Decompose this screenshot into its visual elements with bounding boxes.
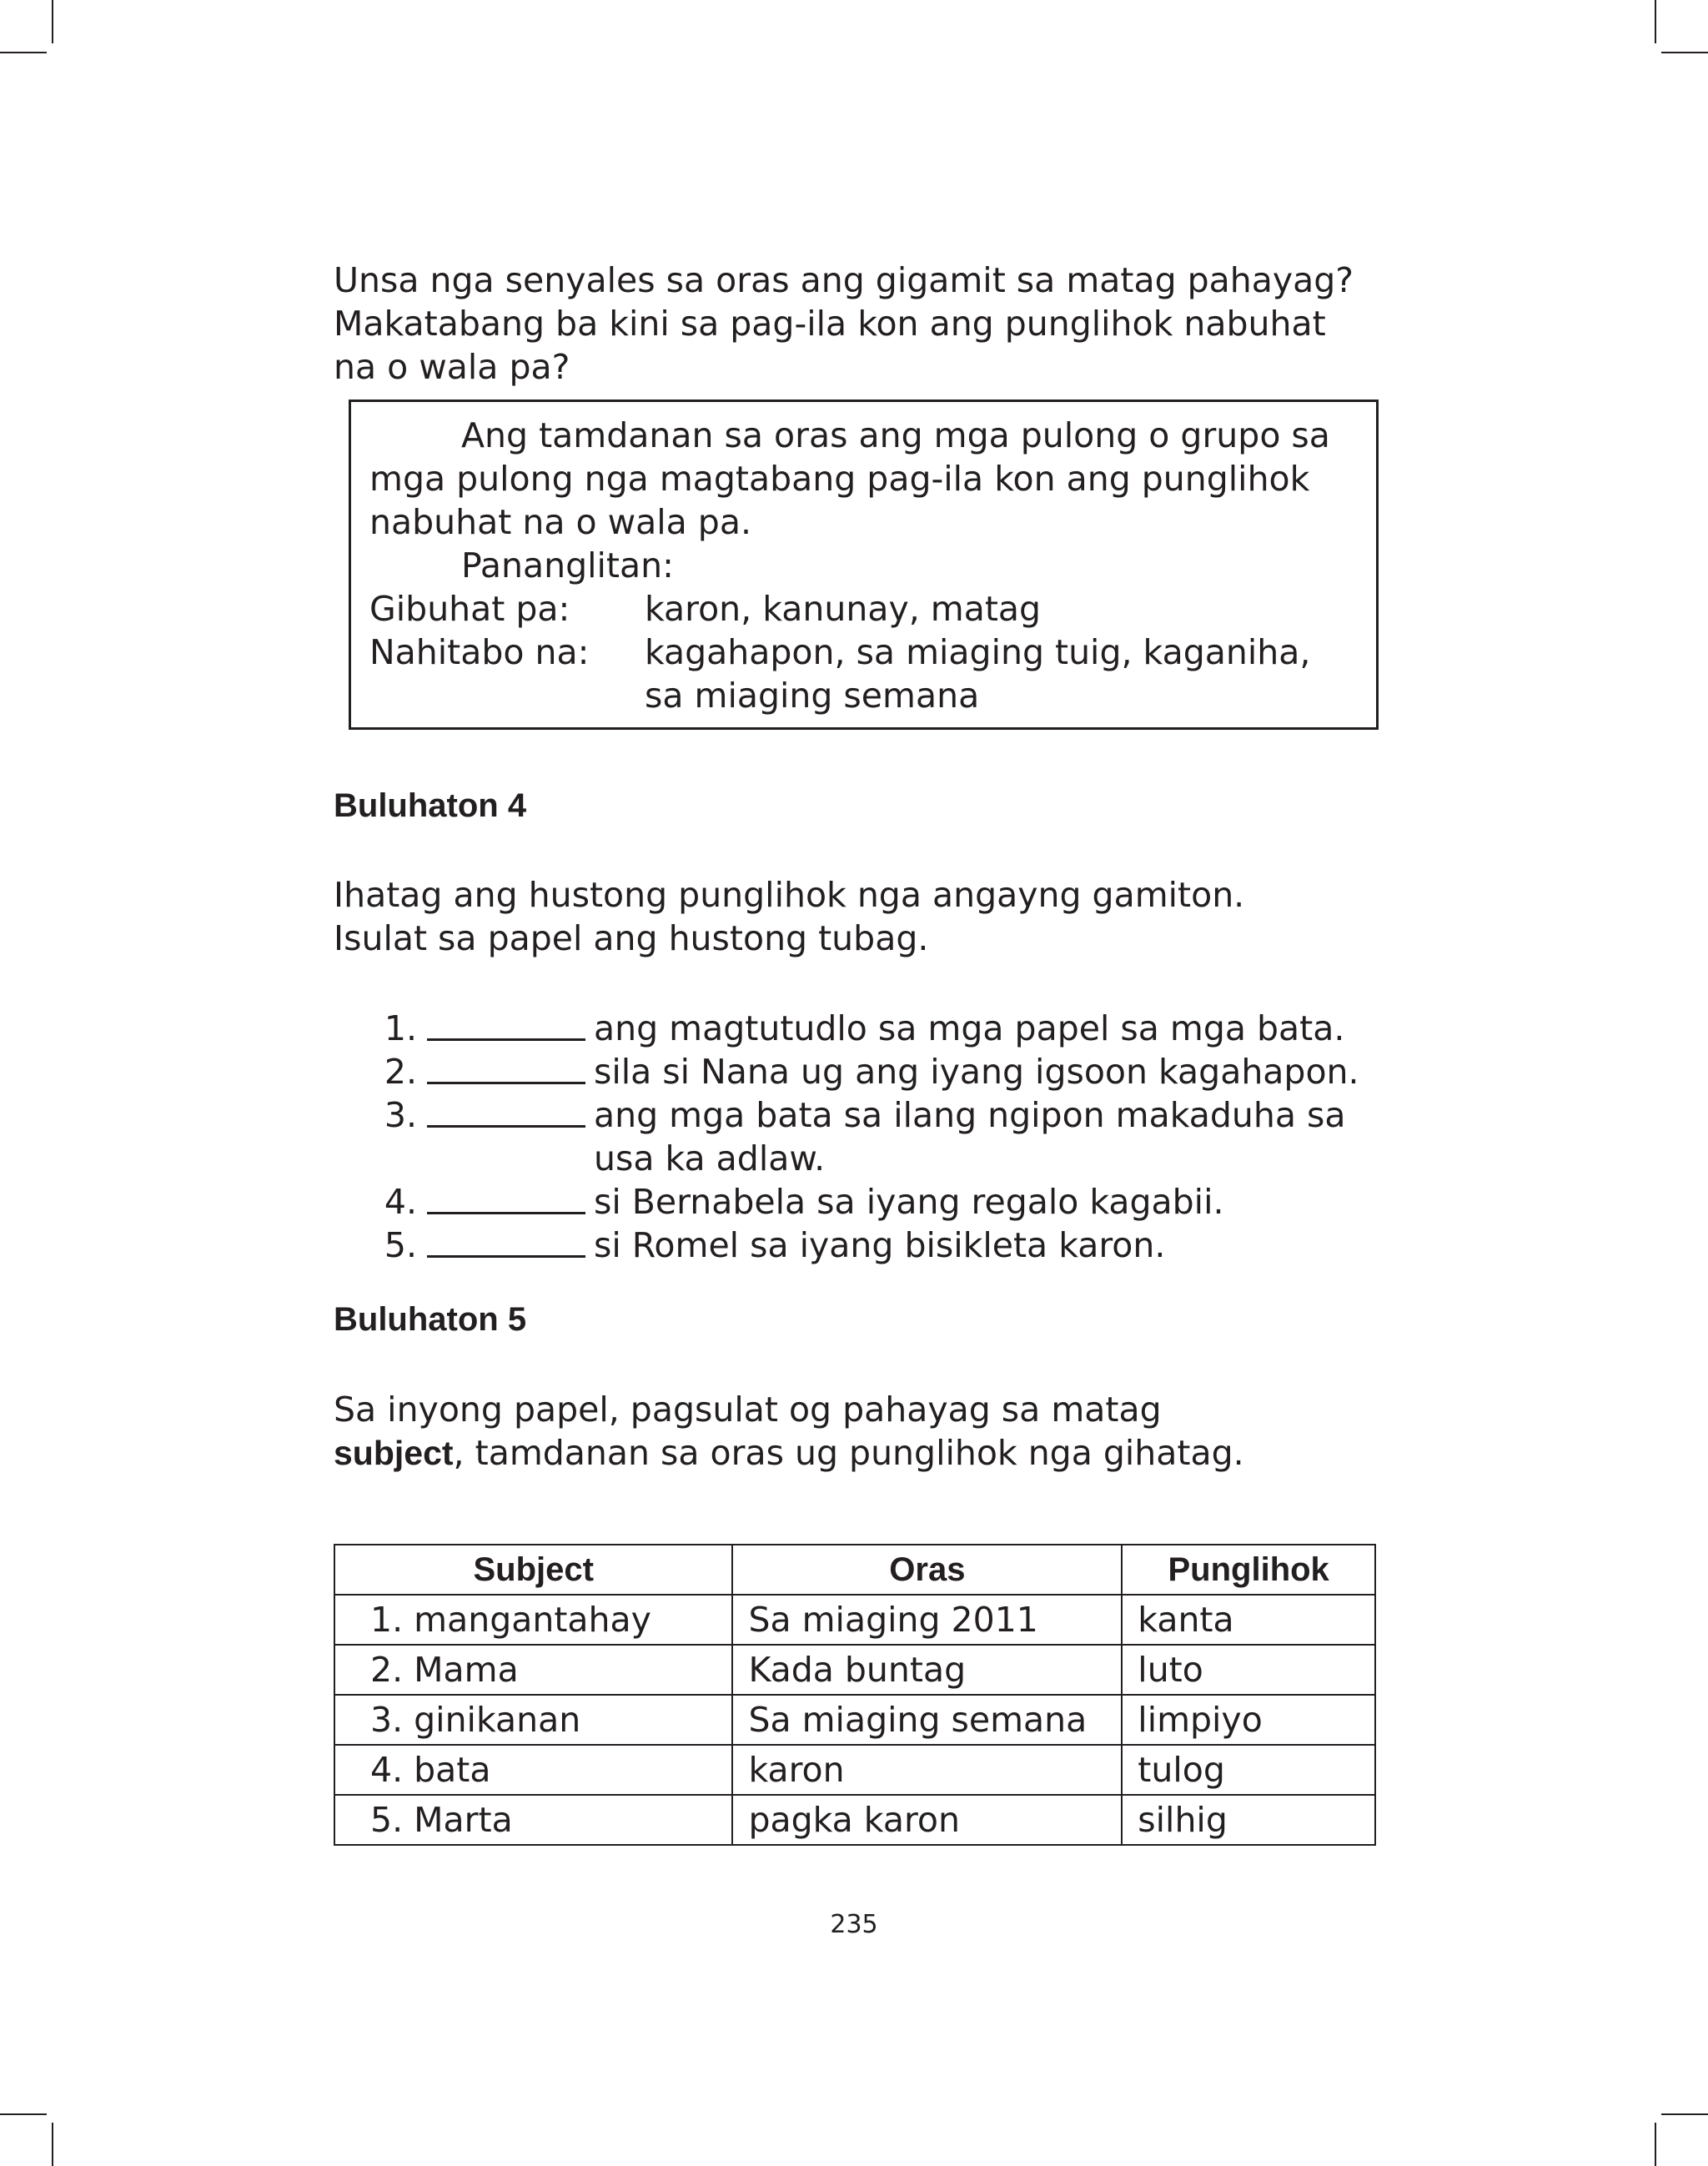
example-row (369, 587, 1358, 631)
table-cell: Kada buntag (732, 1645, 1122, 1695)
column-header: Punglihok (1122, 1545, 1375, 1595)
table-cell: kanta (1122, 1595, 1375, 1645)
table-row (334, 1695, 1375, 1745)
item-text: ang magtutudlo sa mga papel sa mga bata. (594, 1008, 1345, 1048)
crop-mark (52, 0, 53, 43)
intro-line: na o wala pa? (334, 347, 570, 387)
answer-blank[interactable] (427, 1093, 585, 1128)
column-header: Oras (732, 1545, 1122, 1595)
crop-mark (1655, 2123, 1656, 2166)
table-row (334, 1745, 1375, 1795)
task5-heading: Buluhaton 5 (334, 1301, 527, 1338)
intro-line: Makatabang ba kini sa pag-ila kon ang punglihok nabuhat (334, 304, 1326, 344)
item-text-line: ang mga bata sa ilang ngipon makaduha sa (594, 1095, 1346, 1135)
task4-instructions (334, 873, 1244, 960)
column-header: Subject (334, 1545, 732, 1595)
table-cell: 1. mangantahay (334, 1595, 732, 1645)
example-words: sa miaging semana (645, 676, 980, 716)
item-text (594, 1093, 1386, 1180)
subject-table (334, 1544, 1376, 1846)
definition-line: nabuhat na o wala pa. (369, 502, 751, 542)
page-number: 235 (830, 1910, 878, 1939)
list-item (375, 1224, 1386, 1267)
instruction-line (334, 1431, 1244, 1475)
definition-line: Ang tamdanan sa oras ang mga pulong o grupo sa (461, 415, 1330, 455)
item-number: 4. (384, 1182, 417, 1222)
task4-item-list (375, 1007, 1386, 1267)
item-text: si Bernabela sa iyang regalo kagabii. (594, 1182, 1224, 1222)
table-cell: silhig (1122, 1795, 1375, 1845)
instruction-bold-word: subject (334, 1434, 454, 1472)
crop-mark (1661, 52, 1708, 53)
list-item (375, 1180, 1386, 1224)
example-words: kagahapon, sa miaging tuig, kaganiha, (645, 632, 1311, 672)
answer-blank[interactable] (427, 1050, 585, 1084)
example-row (369, 674, 1358, 717)
answer-blank[interactable] (427, 1180, 585, 1214)
table-row (334, 1645, 1375, 1695)
item-text: sila si Nana ug ang iyang igsoon kagahapon. (594, 1052, 1359, 1092)
task4-heading: Buluhaton 4 (334, 787, 527, 824)
crop-mark (0, 52, 47, 53)
list-item (375, 1007, 1386, 1050)
table-row (334, 1795, 1375, 1845)
table-header-row (334, 1545, 1375, 1595)
table-cell: tulog (1122, 1745, 1375, 1795)
table-cell: 2. Mama (334, 1645, 732, 1695)
example-label: Gibuhat pa: (369, 589, 570, 629)
definition-line: mga pulong nga magtabang pag-ila kon ang punglihok (369, 459, 1310, 499)
table-cell: 3. ginikanan (334, 1695, 732, 1745)
item-text: si Romel sa iyang bisikleta karon. (594, 1225, 1166, 1265)
answer-blank[interactable] (427, 1007, 585, 1041)
example-label: Nahitabo na: (369, 632, 590, 672)
item-text-line: usa ka adlaw. (594, 1138, 826, 1178)
crop-mark (52, 2123, 53, 2166)
definition-box (349, 400, 1379, 730)
instruction-rest: , tamdanan sa oras ug punglihok nga gihatag. (453, 1433, 1244, 1473)
table-cell: limpiyo (1122, 1695, 1375, 1745)
table-cell: 4. bata (334, 1745, 732, 1795)
crop-mark (1655, 0, 1656, 43)
answer-blank[interactable] (427, 1224, 585, 1258)
crop-mark (0, 2113, 47, 2115)
crop-mark (1661, 2113, 1708, 2115)
example-heading: Pananglitan: (461, 545, 674, 585)
table-cell: 5. Marta (334, 1795, 732, 1845)
table-cell: karon (732, 1745, 1122, 1795)
item-number: 5. (384, 1225, 417, 1265)
instruction-line: Ihatag ang hustong punglihok nga angayng gamiton. (334, 875, 1245, 915)
instruction-line: Isulat sa papel ang hustong tubag. (334, 918, 929, 958)
intro-line: Unsa nga senyales sa oras ang gigamit sa matag pahayag? (334, 260, 1354, 300)
table-cell: Sa miaging semana (732, 1695, 1122, 1745)
list-item (375, 1093, 1386, 1180)
item-number: 2. (384, 1052, 417, 1092)
task5-instructions (334, 1388, 1244, 1475)
example-row (369, 631, 1358, 674)
table-row (334, 1595, 1375, 1645)
instruction-line: Sa inyong papel, pagsulat og pahayag sa matag (334, 1390, 1162, 1430)
table-cell: Sa miaging 2011 (732, 1595, 1122, 1645)
table-cell: pagka karon (732, 1795, 1122, 1845)
item-number: 1. (384, 1008, 417, 1048)
item-number: 3. (384, 1095, 417, 1135)
example-words: karon, kanunay, matag (645, 589, 1042, 629)
table-cell: luto (1122, 1645, 1375, 1695)
list-item (375, 1050, 1386, 1093)
intro-question (334, 259, 1384, 389)
